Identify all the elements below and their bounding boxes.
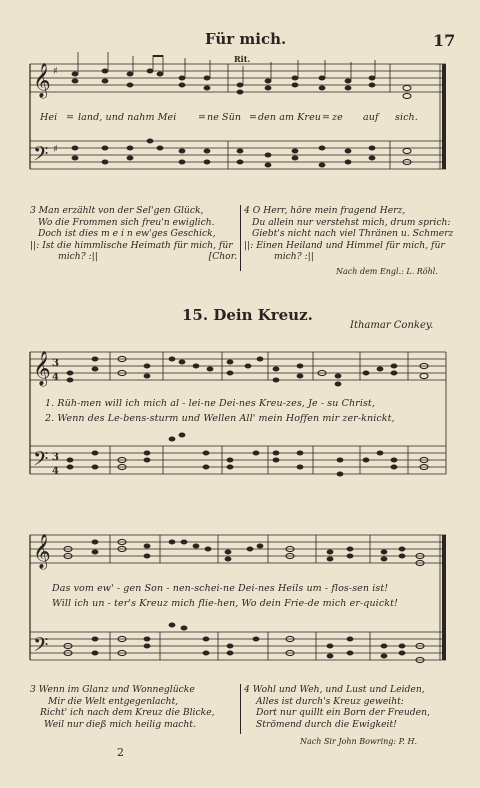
verse-line: Richt' ich nach dem Kreuz die Blicke,	[40, 707, 215, 719]
verse-line: ||: Einen Heiland und Himmel für mich, für	[244, 239, 445, 251]
svg-text:𝄢: 𝄢	[33, 142, 49, 170]
svg-text:𝄢: 𝄢	[33, 447, 49, 475]
hymn-15-verse-4	[244, 684, 454, 730]
svg-text:♯: ♯	[53, 66, 58, 77]
verse-line: Mir die Welt entgegenlacht,	[48, 695, 179, 707]
verse-line: Weil nur dieß mich heilig macht.	[44, 718, 196, 730]
hymn-15-line-2-verse-2: Will ich un - ter's Kreuz mich flie-hen, Wo dein Frie-de mich er-quickt!	[52, 598, 398, 609]
verse-line: 3 Wenn im Glanz und Wonneglücke	[30, 684, 195, 695]
lyric-hyphen: =	[198, 112, 207, 123]
verse-line-end: mich? :||	[58, 251, 98, 263]
verse-column-divider	[240, 684, 241, 734]
lyric-hyphen: =	[249, 112, 258, 123]
svg-text:𝄢: 𝄢	[33, 633, 49, 661]
lyric-syllable: ne Sün	[207, 112, 242, 123]
verse-line: Giebt's nicht nach viel Thränen u. Schmerz	[252, 228, 454, 240]
svg-text:3: 3	[52, 452, 59, 463]
svg-text:𝄞: 𝄞	[33, 351, 51, 386]
lyric-syllable: ze	[332, 112, 343, 123]
verse-line: 4 Wohl und Weh, und Lust und Leiden,	[244, 684, 425, 695]
lyric-hyphen: =	[322, 112, 331, 123]
hymn-15-line-1-verse-2: 2. Wenn des Le-bens-sturm und Wellen All' mein Hoffen mir zer-knickt,	[45, 413, 395, 424]
page-number: 17	[433, 31, 456, 50]
verse-line: 4 O Herr, höre mein fragend Herz,	[244, 205, 406, 216]
hymn-15-verse-3	[30, 684, 238, 730]
verse-line: 3 Man erzählt von der Sel'gen Glück,	[30, 205, 204, 216]
verse-line: mich? :||	[274, 251, 314, 263]
lyric-syllable: auf	[363, 112, 379, 123]
verse-line: Du allein nur verstehst mich, drum sprich:	[252, 216, 451, 228]
hymn-15-composer: Ithamar Conkey.	[350, 320, 434, 331]
svg-text:4: 4	[52, 372, 59, 383]
verse-line: Alles ist durch's Kreuz geweiht:	[256, 695, 404, 707]
hymn-15-line-2-verse-1: Das vom ew' - gen Son - nen-schei-ne Dei-nes Heils um - flos-sen ist!	[52, 583, 389, 594]
verse-line: Strömend durch die Ewigkeit!	[256, 718, 397, 730]
rit-marking: Rit.	[234, 54, 251, 64]
verse-line: Dort nur quillt ein Born der Freuden,	[256, 707, 430, 719]
svg-text:4: 4	[52, 466, 59, 477]
lyric-syllable: land, und nahm Mei	[78, 112, 177, 123]
lyric-hyphen: =	[66, 112, 75, 123]
verse-line: ||: Ist die himmlische Heimath für mich, für	[30, 239, 233, 251]
svg-text:𝄞: 𝄞	[33, 63, 51, 98]
hymn-14-title: Für mich.	[205, 30, 287, 48]
svg-text:♯: ♯	[53, 144, 58, 155]
svg-text:3: 3	[52, 358, 59, 369]
lyric-syllable: sich.	[395, 112, 418, 123]
verse-line: Doch ist dies m e i n ew'ges Geschick,	[38, 228, 216, 240]
verse-line: Wo die Frommen sich freu'n ewiglich.	[38, 216, 215, 228]
lyric-syllable: Hei	[40, 112, 58, 123]
hymn-14-attribution: Nach dem Engl.: L. Röhl.	[336, 267, 438, 276]
hymn-15-title: 15. Dein Kreuz.	[182, 306, 313, 324]
hymn-15-attribution: Nach Sir John Bowring: P. H.	[300, 737, 418, 746]
hymn-15-line-1-verse-1: 1. Rüh-men will ich mich al - lei-ne Dei-nes Kreu-zes, Je - su Christ,	[45, 398, 375, 409]
lyric-syllable: den am Kreu	[258, 112, 322, 123]
svg-text:𝄞: 𝄞	[33, 534, 51, 569]
page-signature: 2	[117, 746, 124, 759]
chorus-marker: [Chor.	[208, 251, 237, 263]
